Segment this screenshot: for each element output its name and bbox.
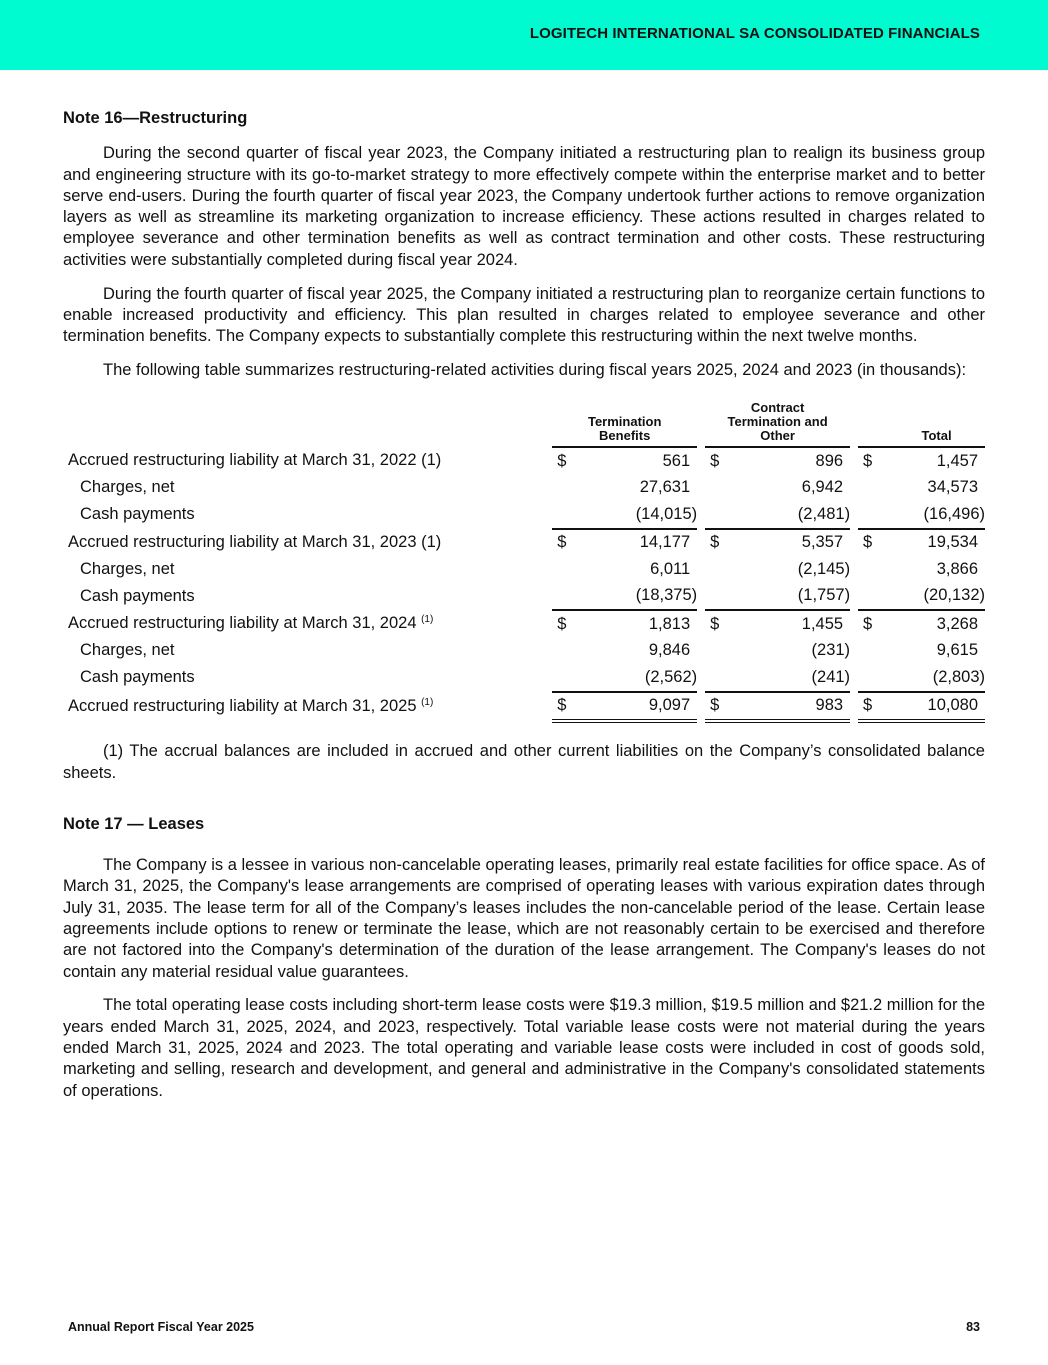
cell-value <box>730 529 850 557</box>
spacer <box>697 610 705 638</box>
cell-value <box>730 556 850 583</box>
note16-paragraph: The following table summarizes restructuring-related activities during fiscal years 2025, 2024 and 2023 (in thousands): <box>103 360 967 379</box>
spacer <box>697 692 705 722</box>
row-label <box>63 475 544 502</box>
cell-value <box>730 664 850 692</box>
currency-symbol <box>552 664 577 692</box>
cell-value <box>883 583 985 611</box>
cell-value <box>883 664 985 692</box>
spacer <box>544 447 552 475</box>
footer-report-title: Annual Report Fiscal Year 2025 <box>68 1320 254 1334</box>
currency-symbol <box>858 583 883 611</box>
cell-value <box>577 447 697 475</box>
cell-value <box>730 638 850 665</box>
spacer <box>697 664 705 692</box>
note17-paragraph: The Company is a lessee in various non-cancelable operating leases, primarily real estate facilities for office space. As of March 31, 2025, the Company's lease arrangements are comprised of operating leases with various expiration dates through July 31, 2035. The lease term for all of the Company’s leases includes the non-cancelable period of the lease. Certain lease agreements include options to renew or terminate the lease, which are not reasonably certain to be exercised and therefore are not factored into the Company's determination of the duration of the lease arrangement. The Company's leases do not contain any material residual value guarantees. <box>63 856 985 981</box>
value-text: (20,132) <box>923 586 985 605</box>
currency-symbol <box>705 501 730 529</box>
row-label <box>63 638 544 665</box>
cell-value <box>730 583 850 611</box>
cell-value <box>883 556 985 583</box>
spacer <box>850 475 858 502</box>
spacer <box>697 501 705 529</box>
currency-symbol <box>705 583 730 611</box>
cell-value <box>730 610 850 638</box>
currency-symbol <box>552 501 577 529</box>
spacer <box>697 556 705 583</box>
value-text: 9,097 <box>648 696 691 715</box>
note17-heading: Note 17 — Leases <box>63 814 205 833</box>
cell-value <box>577 475 697 502</box>
row-label-text: Cash payments <box>80 586 195 605</box>
value-text: 9,615 <box>936 641 978 660</box>
cell-value <box>883 447 985 475</box>
cell-value <box>883 692 985 722</box>
row-label <box>63 692 544 722</box>
value-text: 983 <box>815 696 844 715</box>
cell-value <box>730 692 850 722</box>
table-row <box>63 447 985 475</box>
footnote-marker: (1) <box>421 614 434 626</box>
row-label-text: Accrued restructuring liability at March 31, 2022 (1) <box>68 451 442 470</box>
note16-heading: Note 16—Restructuring <box>63 109 248 127</box>
table-row <box>63 664 985 692</box>
value-text: (231) <box>811 641 851 660</box>
spacer <box>697 529 705 557</box>
value-text: 27,631 <box>639 478 691 497</box>
currency-symbol: $ <box>552 610 577 638</box>
spacer <box>544 529 552 557</box>
currency-symbol <box>858 475 883 502</box>
row-label-text: Accrued restructuring liability at March 31, 2023 (1) <box>68 532 442 551</box>
spacer <box>544 638 552 665</box>
row-label-text: Charges, net <box>80 641 175 660</box>
spacer <box>850 501 858 529</box>
spacer <box>544 501 552 529</box>
value-text: 3,866 <box>936 559 978 578</box>
footnote: (1) The accrual balances are included in accrued and other current liabilities on the Company’s consolidated balance sheets. <box>63 742 985 782</box>
cell-value <box>577 610 697 638</box>
value-text: 6,011 <box>650 559 691 578</box>
cell-value <box>577 556 697 583</box>
currency-symbol: $ <box>858 529 883 557</box>
currency-symbol <box>552 638 577 665</box>
row-label-text: Accrued restructuring liability at March 31, 2024 <box>68 614 422 633</box>
spacer <box>850 447 858 475</box>
cell-value <box>730 501 850 529</box>
value-text: 561 <box>662 451 691 470</box>
cell-value <box>883 501 985 529</box>
cell-value <box>883 529 985 557</box>
table-row <box>63 556 985 583</box>
table-row <box>63 610 985 638</box>
spacer <box>697 447 705 475</box>
cell-value <box>883 475 985 502</box>
value-text: 9,846 <box>648 641 691 660</box>
row-label <box>63 610 544 638</box>
currency-symbol: $ <box>552 447 577 475</box>
table-header-row <box>63 401 985 447</box>
value-text: (1,757) <box>797 586 851 605</box>
spacer <box>544 475 552 502</box>
currency-symbol: $ <box>705 692 730 722</box>
value-text: 6,942 <box>801 478 844 497</box>
value-text: 5,357 <box>801 533 844 552</box>
spacer <box>850 664 858 692</box>
spacer <box>697 583 705 611</box>
currency-symbol: $ <box>552 529 577 557</box>
spacer <box>544 610 552 638</box>
spacer <box>544 556 552 583</box>
value-text: 19,534 <box>927 533 978 552</box>
row-label-text: Charges, net <box>80 559 175 578</box>
spacer <box>850 638 858 665</box>
row-label-text: Cash payments <box>80 505 195 524</box>
note16-paragraph: During the fourth quarter of fiscal year 2025, the Company initiated a restructuring plan to reorganize certain functions to enable increased productivity and efficiency. This plan resulted in charges related to employee severance and other termination benefits. The Company expects to substantially complete this restructuring within the next twelve months. <box>63 284 985 346</box>
table-row <box>63 501 985 529</box>
footnote-marker: (1) <box>421 696 434 708</box>
currency-symbol <box>705 475 730 502</box>
currency-symbol: $ <box>858 610 883 638</box>
currency-symbol <box>552 556 577 583</box>
spacer <box>850 529 858 557</box>
value-text: (2,562) <box>644 667 698 686</box>
value-text: 3,268 <box>936 614 978 633</box>
currency-symbol <box>705 556 730 583</box>
note16-paragraph: During the second quarter of fiscal year 2023, the Company initiated a restructuring plan to realign its business group and engineering structure with its go-to-market strategy to more effectively compete within the enterprise market and to better serve end-users. During the fourth quarter of fiscal year 2023, the Company undertook further actions to remove organization layers as well as streamline its marketing organization to increase efficiency. These actions resulted in charges related to employee severance and other termination benefits as well as contract termination and other costs. These restructuring activities were substantially completed during fiscal year 2024. <box>63 144 985 269</box>
cell-value <box>577 501 697 529</box>
spacer <box>697 475 705 502</box>
currency-symbol <box>858 664 883 692</box>
table-row <box>63 475 985 502</box>
currency-symbol <box>858 638 883 665</box>
spacer <box>850 692 858 722</box>
currency-symbol: $ <box>705 610 730 638</box>
currency-symbol: $ <box>858 692 883 722</box>
table-row <box>63 638 985 665</box>
currency-symbol <box>858 556 883 583</box>
restructuring-table <box>63 401 985 723</box>
cell-value <box>730 447 850 475</box>
value-text: 1,813 <box>648 614 691 633</box>
value-text: 14,177 <box>639 533 691 552</box>
column-header: Termination Benefits <box>587 414 662 444</box>
row-label-text: Accrued restructuring liability at March 31, 2025 <box>68 696 422 715</box>
currency-symbol <box>552 583 577 611</box>
note17-paragraph: The total operating lease costs including short-term lease costs were $19.3 million, $19.5 million and $21.2 million for the years ended March 31, 2025, 2024, and 2023, respectively. Total variable lease costs were not material during the years ended March 31, 2025, 2024 and 2023. The total operating and variable lease costs were included in cost of goods sold, marketing and selling, research and development, and general and administrative in the Company's consolidated statements of operations. <box>63 996 985 1100</box>
currency-symbol: $ <box>705 529 730 557</box>
page-footer <box>68 1320 980 1334</box>
spacer <box>544 664 552 692</box>
value-text: 1,457 <box>936 451 978 470</box>
row-label-text: Charges, net <box>80 478 175 497</box>
currency-symbol: $ <box>552 692 577 722</box>
row-label <box>63 664 544 692</box>
value-text: (241) <box>811 667 851 686</box>
row-label <box>63 529 544 557</box>
column-header: Contract Termination and Other <box>727 400 828 444</box>
cell-value <box>577 638 697 665</box>
page-number: 83 <box>966 1320 980 1334</box>
value-text: 10,080 <box>927 696 978 715</box>
currency-symbol: $ <box>705 447 730 475</box>
value-text: 34,573 <box>927 478 978 497</box>
spacer <box>544 583 552 611</box>
table-row <box>63 692 985 722</box>
cell-value <box>577 692 697 722</box>
cell-value <box>577 583 697 611</box>
row-label <box>63 556 544 583</box>
currency-symbol <box>858 501 883 529</box>
value-text: 1,455 <box>801 614 844 633</box>
content <box>63 108 985 1114</box>
table-row <box>63 583 985 611</box>
value-text: (2,803) <box>932 667 985 686</box>
cell-value <box>577 664 697 692</box>
row-label-text: Cash payments <box>80 668 195 687</box>
spacer <box>850 556 858 583</box>
currency-symbol <box>552 475 577 502</box>
value-text: (18,375) <box>635 586 698 605</box>
spacer <box>697 638 705 665</box>
row-label <box>63 501 544 529</box>
spacer <box>544 692 552 722</box>
spacer <box>850 583 858 611</box>
cell-value <box>883 638 985 665</box>
value-text: (14,015) <box>635 504 698 523</box>
currency-symbol <box>705 664 730 692</box>
spacer <box>850 610 858 638</box>
header-title: LOGITECH INTERNATIONAL SA CONSOLIDATED FINANCIALS <box>529 25 980 42</box>
currency-symbol: $ <box>858 447 883 475</box>
cell-value <box>883 610 985 638</box>
cell-value <box>730 475 850 502</box>
value-text: (2,145) <box>797 559 851 578</box>
value-text: 896 <box>815 451 844 470</box>
header-banner <box>0 0 1048 70</box>
value-text: (2,481) <box>797 504 851 523</box>
row-label <box>63 583 544 611</box>
row-label <box>63 447 544 475</box>
table-row <box>63 529 985 557</box>
currency-symbol <box>705 638 730 665</box>
cell-value <box>577 529 697 557</box>
value-text: (16,496) <box>923 504 985 523</box>
column-header: Total <box>921 428 952 444</box>
